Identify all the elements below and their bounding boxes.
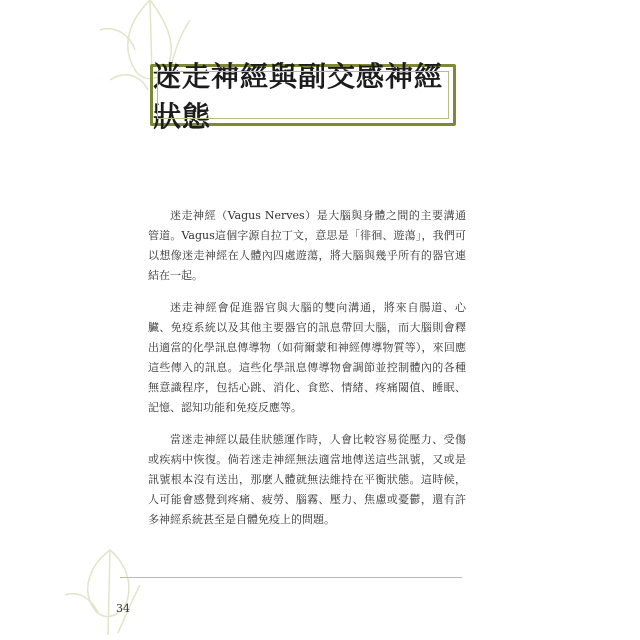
paragraph-3: 當迷走神經以最佳狀態運作時，人會比較容易從壓力、受傷或疾病中恢復。倘若迷走神經無法適當地傳送這些訊號，又或是訊號根本沒有送出，那麼人體就無法維持在平衡狀態。這時候，人可能會感覺到疼痛、疲勞、腦霧、壓力、焦慮或憂鬱，還有許多神經系統甚至是自體免疫上的問題。 [148,433,466,526]
leaf-decoration-icon [60,545,150,640]
paragraph-2: 迷走神經會促進器官與大腦的雙向溝通，將來自腸道、心臟、免疫系統以及其他主要器官的訊息帶回大腦，而大腦則會釋出適當的化學訊息傳導物（如荷爾蒙和神經傳導物質等），來回應這些傳入的訊息。這些化學訊息傳導物會調節並控制體內的各種無意識程序，包括心跳、消化、食慾、情緒、疼痛閾值、睡眠、記憶、認知功能和免疫反應等。 [148,301,466,414]
paragraph-1: 迷走神經（Vagus Nerves）是大腦與身體之間的主要溝通管道。Vagus這個字源自拉丁文，意思是「徘徊、遊蕩」，我們可以想像迷走神經在人體內四處遊蕩，將大腦與幾乎所有的器官連結在一起。 [148,209,466,282]
body-text [148,206,466,542]
title-box [150,60,456,133]
page-number: 34 [116,602,130,615]
footer-divider [120,577,462,578]
page-title: 迷走神經與副交感神經狀態 [153,60,444,133]
